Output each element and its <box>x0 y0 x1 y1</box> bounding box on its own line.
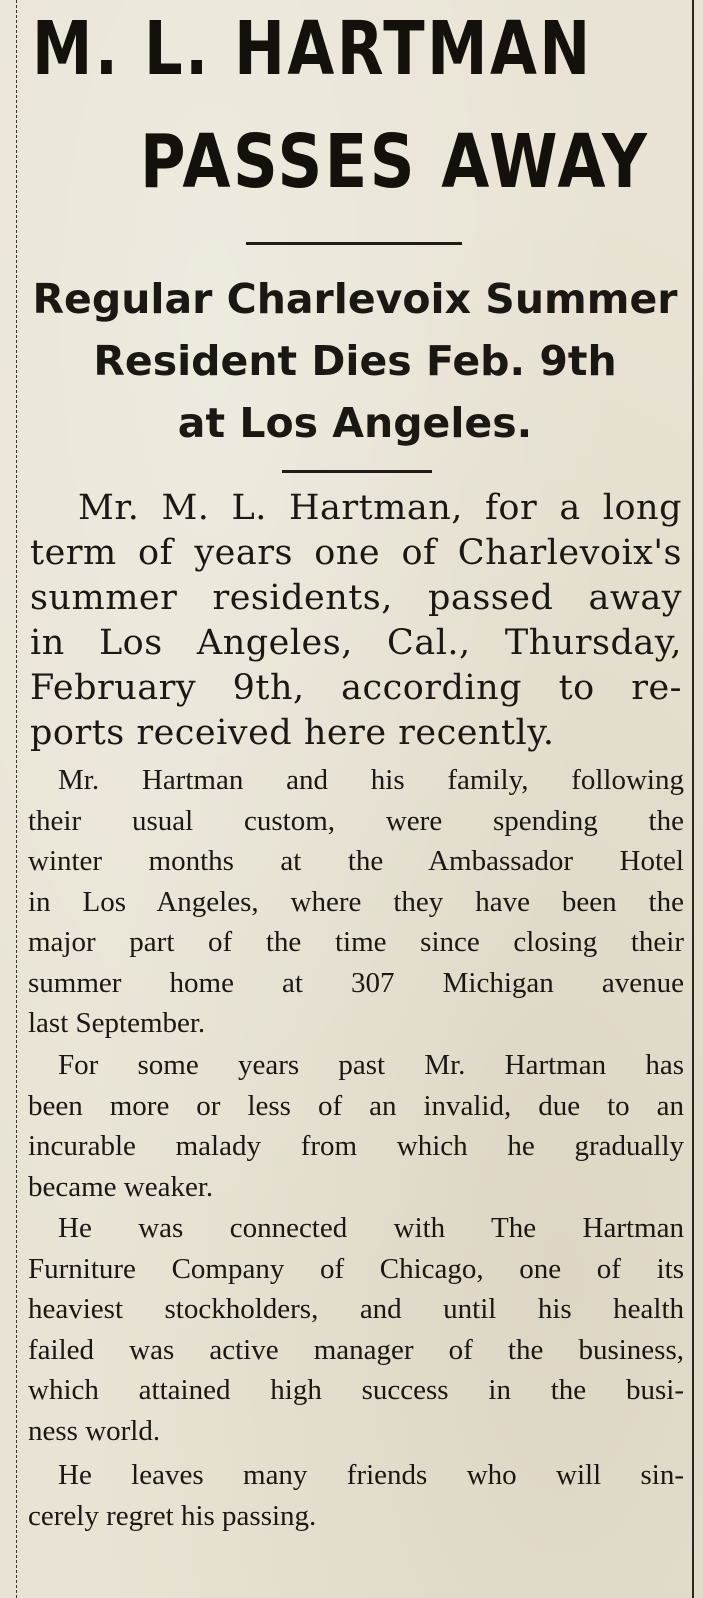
text-line: their usual custom, were spending the <box>28 804 684 837</box>
text-line: heaviest stockholders, and until his health <box>28 1293 684 1325</box>
text-line: Mr. Hartman and his family, following <box>58 764 684 796</box>
text-line: Furniture Company of Chicago, one of its <box>28 1252 684 1285</box>
text-line: in Los Angeles, Cal., Thursday, <box>30 623 682 663</box>
subheadline <box>20 268 690 454</box>
divider-rule <box>246 242 462 245</box>
subheadline-line-1: Regular Charlevoix Summer <box>32 275 678 323</box>
text-line: ports received here recently. <box>30 713 555 753</box>
text-line: became weaker. <box>28 1170 214 1203</box>
subheadline-line-2: Resident Dies Feb. 9th <box>93 337 617 385</box>
body-paragraph <box>28 1208 684 1451</box>
text-line: last September. <box>28 1007 206 1039</box>
column-rule-left <box>16 0 17 1598</box>
body-paragraph <box>28 1455 684 1536</box>
body-paragraph <box>28 1045 684 1207</box>
divider-rule <box>282 470 432 473</box>
text-line: He was connected with The Hartman <box>58 1212 684 1244</box>
text-line: February 9th, according to re- <box>30 668 682 708</box>
text-line: Mr. M. L. Hartman, for a long <box>78 488 682 528</box>
text-line: in Los Angeles, where they have been the <box>28 885 684 918</box>
text-line: summer home at 307 Michigan avenue <box>28 966 684 999</box>
text-line: major part of the time since closing their <box>28 926 684 958</box>
column-rule-right <box>692 0 694 1598</box>
text-line: which attained high success in the busi- <box>28 1374 684 1406</box>
text-line: winter months at the Ambassador Hotel <box>28 845 684 877</box>
text-line: incurable malady from which he gradually <box>28 1130 684 1162</box>
text-line: ness world. <box>28 1414 161 1447</box>
text-line: summer residents, passed away <box>30 578 682 618</box>
text-line: He leaves many friends who will sin- <box>58 1459 684 1491</box>
body-paragraph <box>28 760 684 1044</box>
subheadline-line-3: at Los Angeles. <box>177 399 533 447</box>
text-line: been more or less of an invalid, due to an <box>28 1089 684 1122</box>
text-line: cerely regret his passing. <box>28 1499 317 1532</box>
headline-line-2: PASSES AWAY <box>140 119 650 205</box>
text-line: For some years past Mr. Hartman has <box>58 1049 684 1081</box>
headline-line-1: M. L. HARTMAN <box>32 6 593 92</box>
lead-paragraph <box>30 486 682 756</box>
text-line: failed was active manager of the business, <box>28 1333 684 1366</box>
text-line: term of years one of Charlevoix's <box>30 533 682 573</box>
